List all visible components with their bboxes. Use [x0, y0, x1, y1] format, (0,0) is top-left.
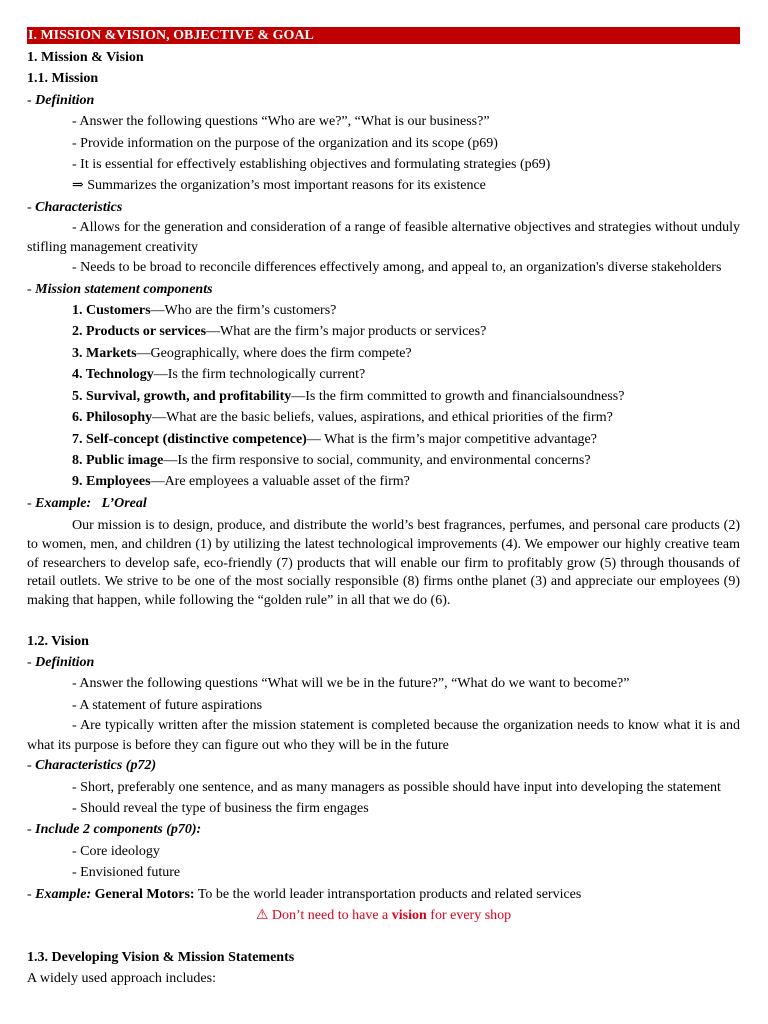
mission-definition-label: - Definition — [27, 92, 95, 108]
component-item: 2. Products or services—What are the firm’s major products or services? — [72, 324, 487, 340]
mission-definition-item: - Answer the following questions “Who are we?”, “What is our business?” — [72, 114, 490, 130]
developing-intro-text: A widely used approach includes: — [27, 970, 216, 986]
heading-mission: 1.1. Mission — [27, 71, 99, 87]
heading-vision: 1.2. Vision — [27, 633, 89, 649]
vision-warning-note: ⚠ Don’t need to have a vision for every shop — [255, 908, 512, 924]
vision-characteristics-label: - Characteristics (p72) — [27, 758, 157, 774]
mission-components-label: - Mission statement components — [27, 281, 213, 297]
vision-component-item: - Envisioned future — [72, 865, 181, 881]
mission-characteristics-item: - Needs to be broad to reconcile differences effectively among, and appeal to, an organization's diverse stakeholders — [72, 260, 722, 276]
vision-definition-label: - Definition — [27, 655, 95, 671]
vision-definition-item: - Answer the following questions “What will we be in the future?”, “What do we want to become?” — [72, 676, 630, 692]
heading-mission-vision: 1. Mission & Vision — [27, 50, 144, 65]
vision-definition-item: - Are typically written after the mission statement is completed because the organization needs to know what it is and what its purpose is before they can figure out who they will be in the future — [27, 718, 740, 753]
section-heading: I. MISSION &VISION, OBJECTIVE & GOAL — [27, 27, 740, 44]
mission-components-list — [27, 300, 740, 493]
mission-definition-item: - It is essential for effectively establishing objectives and formulating strategies (p69) — [72, 157, 551, 173]
component-item: 8. Public image—Is the firm responsive to social, community, and environmental concerns? — [72, 452, 591, 468]
vision-characteristics-item: - Should reveal the type of business the firm engages — [72, 801, 369, 817]
component-item: 6. Philosophy—What are the basic beliefs, values, aspirations, and ethical priorities of the firm? — [72, 410, 613, 426]
mission-definition-summary: ⇒ Summarizes the organization’s most important reasons for its existence — [72, 178, 486, 194]
vision-characteristics-item: - Short, preferably one sentence, and as many managers as possible should have input into developing the statement — [72, 779, 721, 795]
mission-characteristics-label: - Characteristics — [27, 199, 123, 215]
vision-component-item: - Core ideology — [72, 843, 160, 859]
vision-example: - Example: General Motors: To be the world leader intransportation products and related services — [27, 886, 582, 902]
component-item: 1. Customers—Who are the firm’s customers? — [72, 303, 337, 319]
heading-developing-statements: 1.3. Developing Vision & Mission Statements — [27, 949, 295, 965]
component-item: 4. Technology—Is the firm technologically current? — [72, 367, 366, 383]
mission-definition-item: - Provide information on the purpose of the organization and its scope (p69) — [72, 135, 498, 151]
mission-example-label: - Example: L’Oreal — [27, 495, 147, 511]
component-item: 7. Self-concept (distinctive competence)— What is the firm’s major competitive advantage? — [72, 431, 597, 447]
component-item: 9. Employees—Are employees a valuable asset of the firm? — [72, 474, 410, 490]
mission-characteristics-item: - Allows for the generation and consideration of a range of feasible alternative objectives and strategies without unduly stifling management creativity — [27, 220, 740, 255]
warning-text: ⚠ Don’t need to have a — [255, 908, 392, 924]
vision-definition-item: - A statement of future aspirations — [72, 697, 263, 713]
vision-components-label: - Include 2 components (p70): — [27, 822, 202, 838]
component-item: 5. Survival, growth, and profitability—Is the firm committed to growth and financialsoundness? — [72, 388, 625, 404]
mission-example-paragraph: Our mission is to design, produce, and distribute the world’s best fragrances, perfumes, and personal care products (2) to women, men, and children (1) by utilizing the latest technological improvements (4). We empower our highly creative team of researchers to develop safe, eco-friendly (7) products that will enable our firm to profitably grow (5) through thousands of retail outlets. We strive to be one of the most socially responsible (8) firms onthe planet (3) and appreciate our employees (9) making that happen, while following the “golden rule” in all that we do (6). — [27, 518, 740, 608]
component-item: 3. Markets—Geographically, where does the firm compete? — [72, 345, 412, 361]
